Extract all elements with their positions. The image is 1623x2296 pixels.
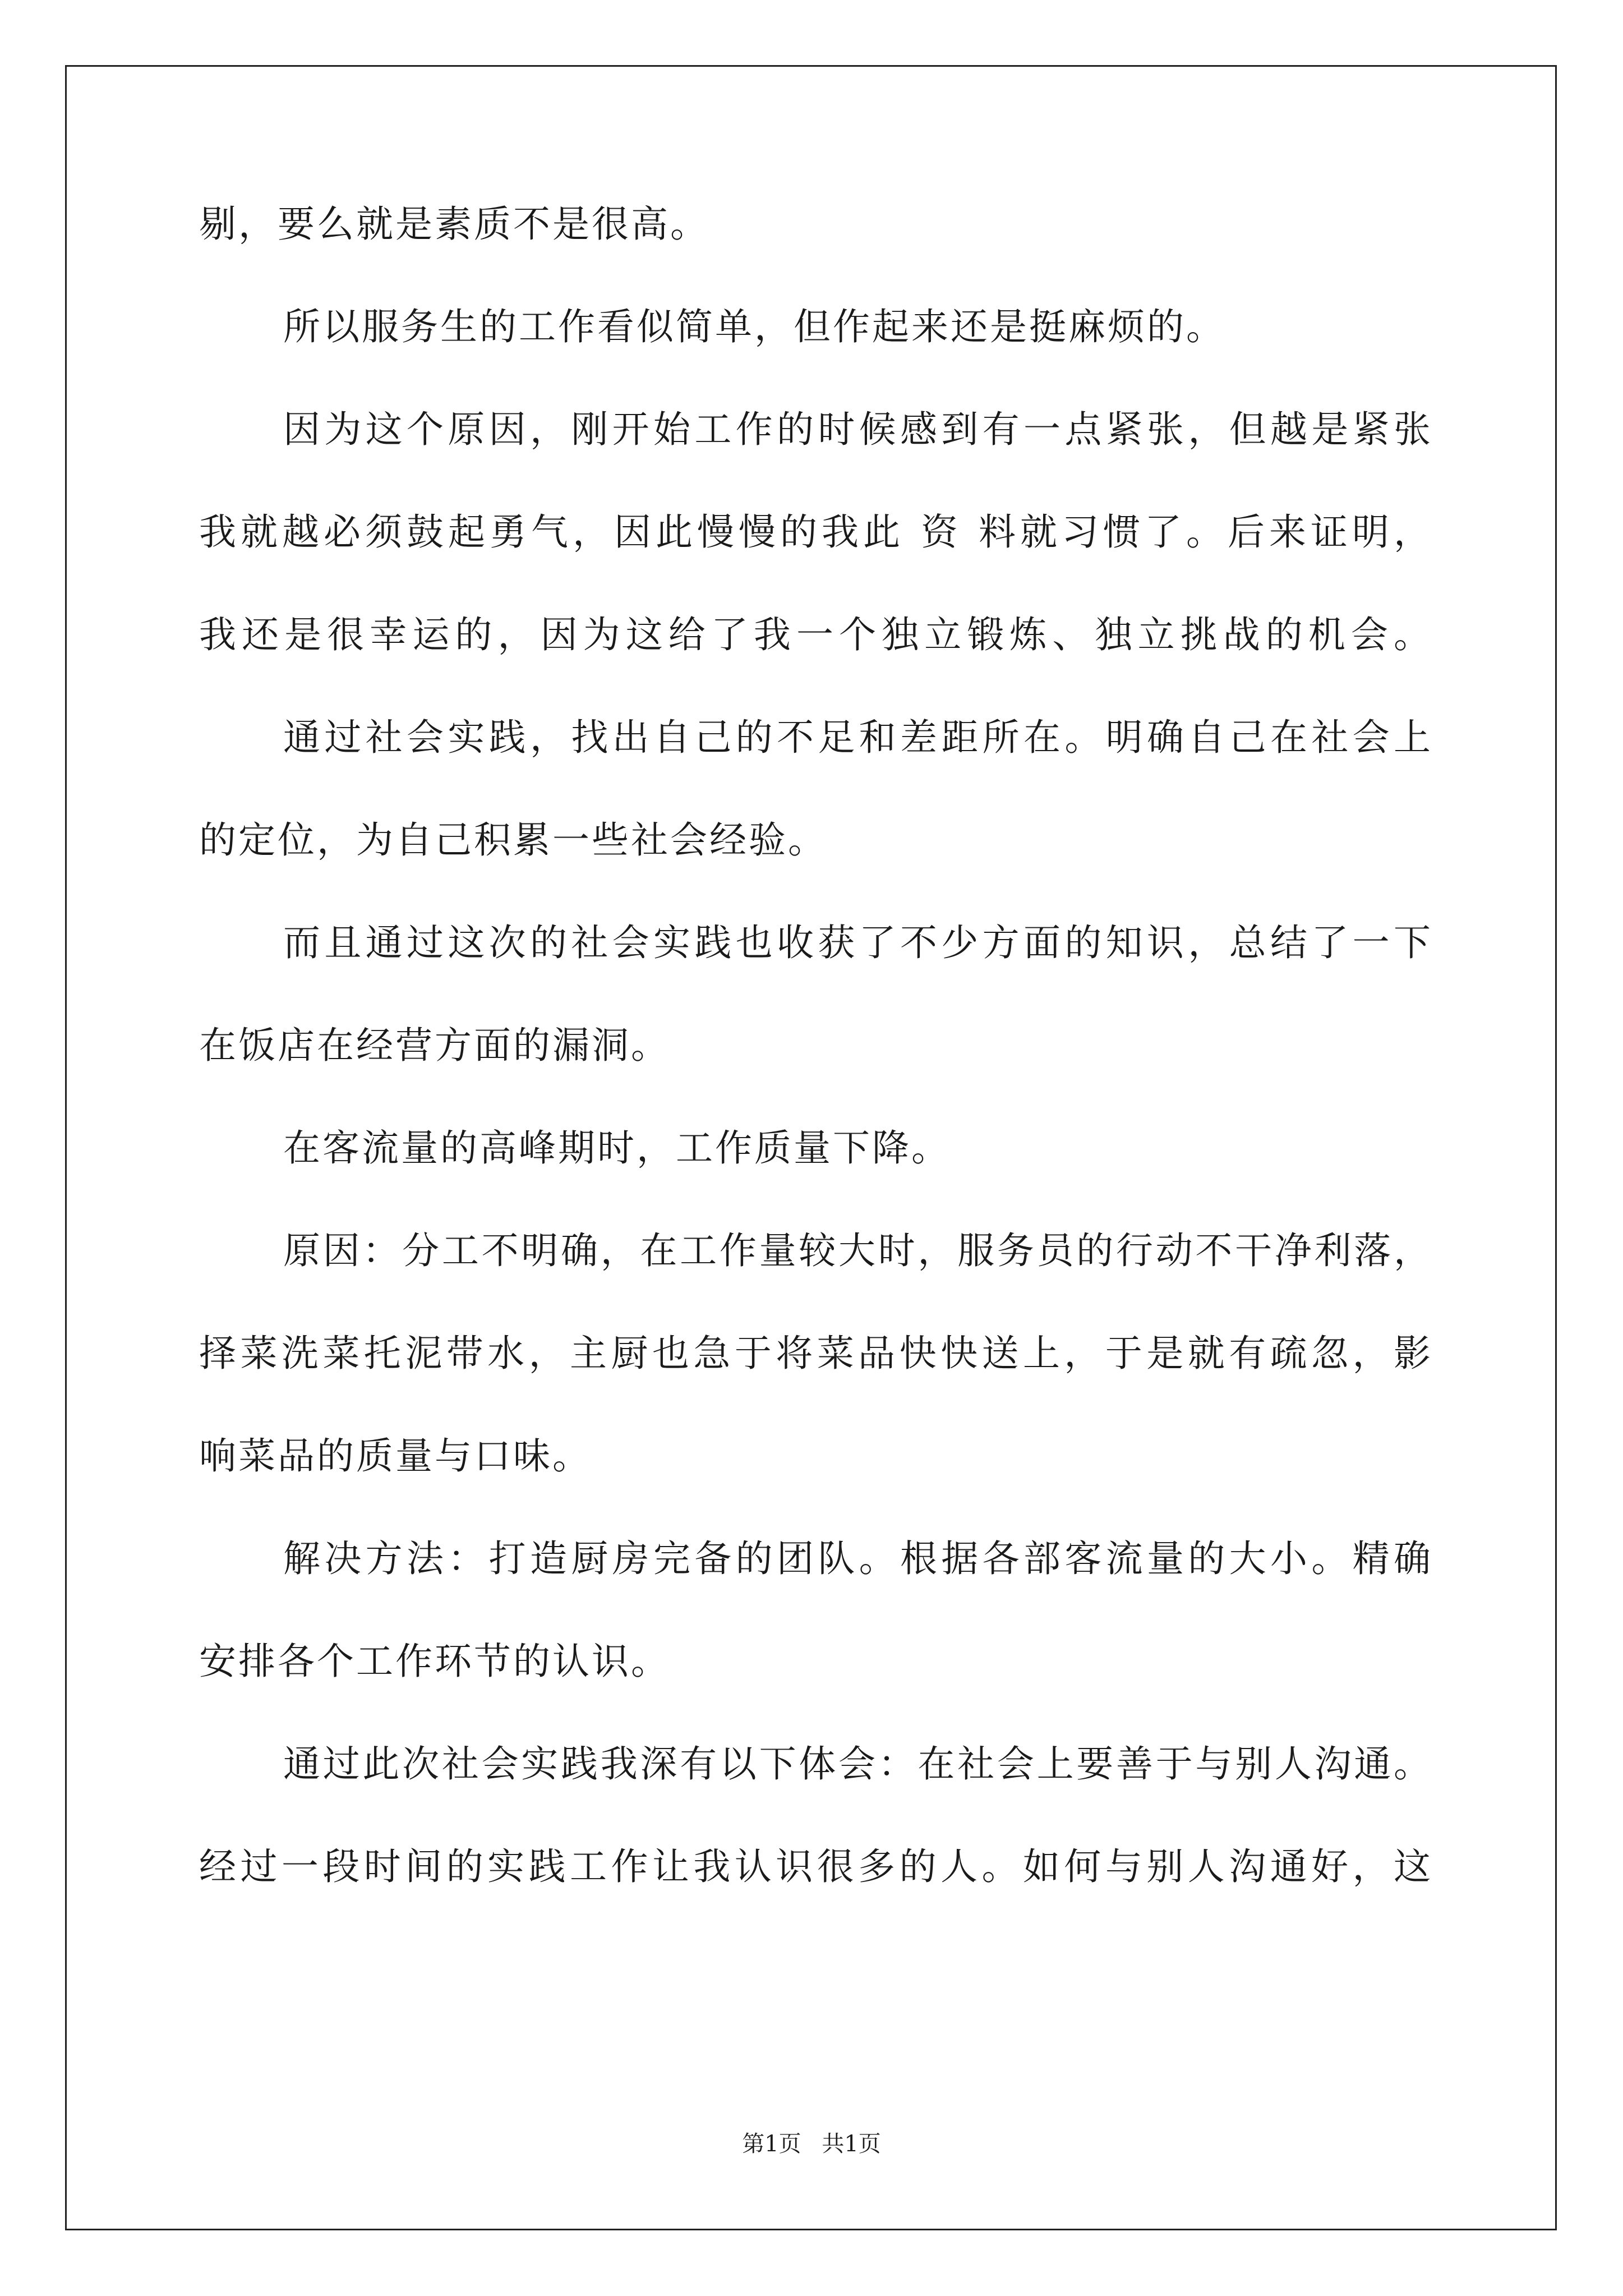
text-line: 而且通过这次的社会实践也收获了不少方面的知识，总结了一下 bbox=[283, 921, 1433, 964]
text-line: 所以服务生的工作看似简单，但作起来还是挺麻烦的。 bbox=[283, 305, 1225, 348]
text-line: 的定位，为自己积累一些社会经验。 bbox=[199, 818, 827, 862]
text-line: 剔，要么就是素质不是很高。 bbox=[199, 203, 709, 246]
text-line: 原因：分工不明确，在工作量较大时，服务员的行动不干净利落， bbox=[283, 1229, 1433, 1272]
text-line: 我还是很幸运的，因为这给了我一个独立锻炼、独立挑战的机会。 bbox=[199, 613, 1433, 656]
text-line: 经过一段时间的实践工作让我认识很多的人。如何与别人沟通好，这 bbox=[199, 1845, 1433, 1888]
text-line: 通过社会实践，找出自己的不足和差距所在。明确自己在社会上 bbox=[283, 716, 1433, 759]
text-line: 在客流量的高峰期时，工作质量下降。 bbox=[283, 1126, 951, 1170]
text-line: 解决方法：打造厨房完备的团队。根据各部客流量的大小。精确 bbox=[283, 1537, 1433, 1580]
text-line: 我就越必须鼓起勇气，因此慢慢的我此 资 料就习惯了。后来证明， bbox=[199, 510, 1433, 554]
text-line: 因为这个原因，刚开始工作的时候感到有一点紧张，但越是紧张 bbox=[283, 408, 1433, 451]
text-line: 在饭店在经营方面的漏洞。 bbox=[199, 1024, 670, 1067]
text-line: 安排各个工作环节的认识。 bbox=[199, 1640, 670, 1683]
page-footer bbox=[0, 2126, 1623, 2158]
text-line: 响菜品的质量与口味。 bbox=[199, 1434, 592, 1478]
text-line: 择菜洗菜托泥带水，主厨也急于将菜品快快送上，于是就有疏忽，影 bbox=[199, 1332, 1433, 1375]
page-number: 第1页 bbox=[742, 2131, 801, 2157]
page-total: 共1页 bbox=[822, 2131, 881, 2157]
text-line: 通过此次社会实践我深有以下体会：在社会上要善于与别人沟通。 bbox=[283, 1742, 1433, 1786]
